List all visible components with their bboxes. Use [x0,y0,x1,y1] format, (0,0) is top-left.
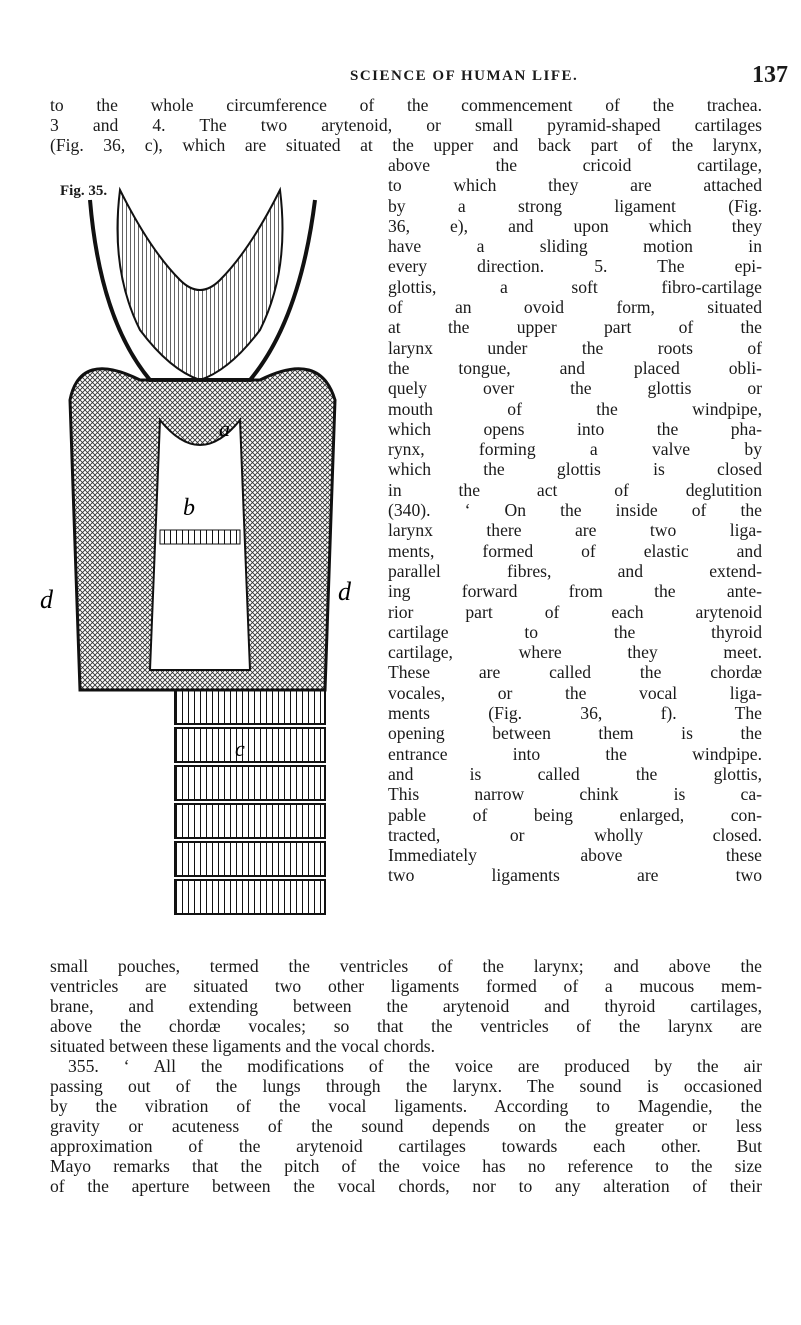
text-line: (340). ‘ On the inside of the [388,500,762,521]
text-line: situated between these ligaments and the vocal chords. [50,1036,435,1056]
running-head: SCIENCE OF HUMAN LIFE. [350,68,579,84]
text-line: by the vibration of the vocal ligaments. According to Magendie, the [50,1096,762,1116]
text-line: 355. ‘ All the modifications of the voice are produced by the air [68,1056,762,1076]
text-line: glottis, a soft fibro-cartilage [388,276,762,297]
text-line: parallel fibres, and extend- [388,560,762,581]
text-line: ventricles are situated two other ligaments formed of a mucous mem- [50,976,762,996]
figure-label: Fig. 35. [60,183,108,199]
text-line: have a sliding motion in [388,236,762,257]
text-line: 3 and 4. The two arytenoid, or small pyramid-shaped cartilages [50,115,762,135]
text-line: which the glottis is closed [388,459,762,480]
text-line: opening between them is the [388,723,762,744]
text-line: rynx, forming a valve by [388,439,762,460]
text-line: and is called the glottis, [388,763,762,784]
side-column [388,155,762,886]
text-line: two ligaments are two [388,865,762,886]
text-line: in the act of deglutition [388,479,762,500]
text-line: cartilage, where they meet. [388,642,762,663]
figure-letter-c: c [235,736,245,761]
text-line: the tongue, and placed obli- [388,357,762,378]
larynx-figure [40,170,390,950]
bottom-paragraph [50,956,762,1196]
figure-letter-b: b [183,495,195,521]
text-line: of the aperture between the vocal chords, nor to any alteration of their [50,1176,762,1196]
text-line: passing out of the lungs through the larynx. The sound is occasioned [50,1076,762,1096]
figure-letter-d-left: d [40,585,53,614]
page-number: 137 [752,62,788,88]
text-line: These are called the chordæ [388,662,762,683]
larynx-illustration [40,170,390,950]
epiglottis-shape [118,190,283,380]
text-line: of an ovoid form, situated [388,297,762,318]
arytenoid-shape [150,420,250,670]
text-line: (Fig. 36, c), which are situated at the upper and back part of the larynx, [50,135,762,155]
text-line: larynx there are two liga- [388,520,762,541]
text-line: 36, e), and upon which they [388,215,762,236]
text-line: by a strong ligament (Fig. [388,195,762,216]
text-line: Mayo remarks that the pitch of the voice has no reference to the size [50,1156,762,1176]
text-line: This narrow chink is ca- [388,784,762,805]
text-line: brane, and extending between the arytenoid and thyroid cartilages, [50,996,762,1016]
figure-letter-d-right: d [338,577,351,606]
text-line: rior part of each arytenoid [388,601,762,622]
text-line: every direction. 5. The epi- [388,256,762,277]
text-line: larynx under the roots of [388,337,762,358]
text-line: Immediately above these [388,845,762,866]
text-line: ing forward from the ante- [388,581,762,602]
top-paragraph [50,95,762,155]
text-line: to the whole circumference of the commencement of the trachea. [50,95,762,115]
text-line: approximation of the arytenoid cartilages towards each other. But [50,1136,762,1156]
text-line: gravity or acuteness of the sound depends on the greater or less [50,1116,762,1136]
text-line: to which they are attached [388,175,762,196]
text-line: which opens into the pha- [388,418,762,439]
figure-letter-a: a [219,416,230,441]
trachea-rings [175,690,325,914]
text-line: pable of being enlarged, con- [388,804,762,825]
text-line: small pouches, termed the ventricles of the larynx; and above the [50,956,762,976]
text-line: ments, formed of elastic and [388,540,762,561]
text-line: quely over the glottis or [388,378,762,399]
text-line: above the cricoid cartilage, [388,155,762,175]
text-line: mouth of the windpipe, [388,398,762,419]
text-line: entrance into the windpipe. [388,743,762,764]
text-line: above the chordæ vocales; so that the ventricles of the larynx are [50,1016,762,1036]
text-line: tracted, or wholly closed. [388,824,762,845]
text-line: ments (Fig. 36, f). The [388,703,762,724]
cricoid-band [160,530,240,544]
text-line: vocales, or the vocal liga- [388,682,762,703]
text-line: at the upper part of the [388,317,762,338]
text-line: cartilage to the thyroid [388,621,762,642]
